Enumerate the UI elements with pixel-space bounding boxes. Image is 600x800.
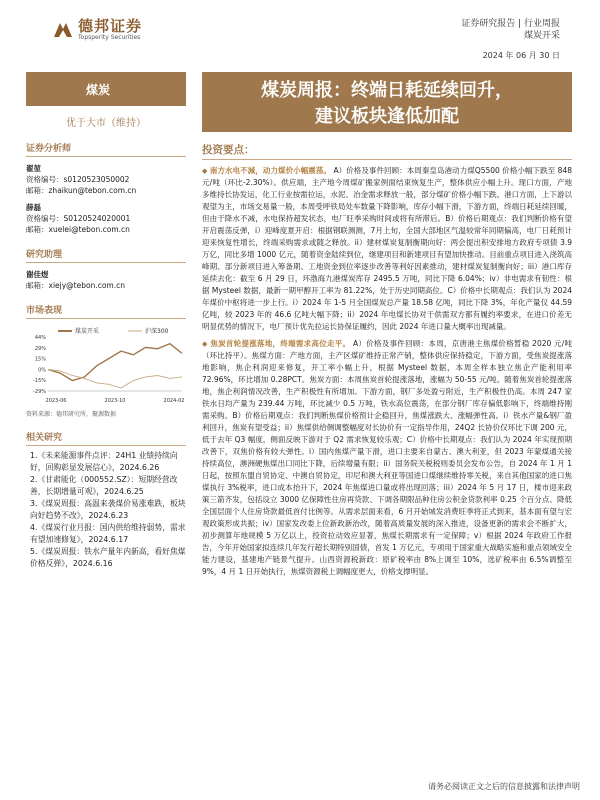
paragraph-2-body: A）价格及事件回顾：本周，京唐港主焦煤价格暂稳 2020 元/吨（环比持平）。焦煤方面：产地方面，主产区煤矿维持正常产销，整体供应保持稳定，下游方面，受焦炭提涨落地影响，焦企利润迎来修复，开工率小幅上升，根据 Mysteel 数据，本周全样本独立焦企产能利用率 72.96%，环比增加 0.28PCT。焦炭方面：本周焦炭首轮提涨落地，涨幅为 50-55 元/吨。随着焦炭首轮提涨落地，焦企利润情况改善，生产积极性有所增加。下游方面，钢厂多处盈亏附近，生产积极性仍高。本周 247 家铁水日均产量为 239.44 万吨，环比减少 0.5 万吨，铁水高位震荡，在部分钢厂库存偏低影响下，终端维持刚需采购。B）价格后期观点：我们判断焦煤价格预计企稳回升，焦煤涨跌大、涨幅弹性高。i）铁水产量&钢厂盈利回升，焦炭有望受益；ii）焦煤供给侧调整幅度对长协价有一定指导作用，24Q2 长协价仅环比下调 200 元，低于去年 Q3 幅度，侧面反映下游对于 Q2 需求恢复较乐观；C）价格中长期观点：我们认为 2024 年实现预期改善下，双焦价格有较大弹性。i）国内焦煤产量下滑，进口主要来自蒙古、澳大利亚，但 2023 年蒙煤通关接持续高位，澳洲硬焦煤出口同比下降，后续增量有限；ii）国务院关税税则委员会发布公告，自 2024 年 1 月 1 日起，按照东盟自贸协定、中澳自贸协定，印尼和澳大利亚等国进口煤继续维持零关税，来自其他国家的进口焦煤执行 3%税率，进口成本抬升下，2024 年焦煤进口量或将出现回落；iii）2024 年 5 月 17 日，楼市迎来政策三箭齐发，包括设立 3000 亿保障性住房再贷款、下调各期限品种住房公积金贷款利率 0.25 个百分点、降低全国层面个人住房贷款最低首付比例等。从需求层面来看，6 月开始城发消费旺季将正式到来，基本面有望与宏观政策形成共振；iv）国家发改委上位新政新治改，随着高质量发展的深入推进，设备更新的需求会不断扩大，初步测算年地规模 5 万亿以上，投资拉动效应显著，焦煤长期需求有一定保障；v）根据 2024 年政府工作报告，今年开始国家拟连续几年发行超长期特别国债，首发 1 万亿元，专项用于国家重大战略实施和重点领域安全能力建设，基建地产链景气提升。山西资源税新政：原矿税率由 8%上调至 10%，选矿税率由 6.5%调整至 9%，4 月 1 日开始执行，焦煤资源税上调幅度更大，价格支撑明显。 xyxy=(202,339,573,576)
paragraph-2 xyxy=(202,338,572,578)
paragraph-1 xyxy=(202,165,572,333)
assistant-email[interactable]: 邮箱：xiejy@tebon.com.cn xyxy=(26,281,125,290)
legend-label: 沪深300 xyxy=(145,328,169,335)
sidebar xyxy=(26,72,186,570)
footer-disclaimer: 请务必阅读正文之后的信息披露和法律声明 xyxy=(428,782,580,791)
related-list xyxy=(26,450,186,569)
analyst-name: 翟堃 xyxy=(26,164,41,173)
market-chart-svg xyxy=(26,325,186,405)
related-item[interactable]: 1.《未来能源事件点评：24H1 业绩持续向好，回购彰显发展信心》，2024.6.26 xyxy=(30,451,178,472)
logo-en: Topsperity Securities xyxy=(78,34,141,41)
analyst-name: 薛磊 xyxy=(26,203,41,212)
rating: 优于大市（维持） xyxy=(66,118,146,129)
chart-source: 资料来源：德邦研究所，聚源数据 xyxy=(26,411,117,418)
y-tick-label: 15% xyxy=(34,356,46,363)
paragraph-1-lead: 南方水电不減，动力煤价小幅震荡。 xyxy=(209,166,331,175)
report-date: 2024 年 06 月 30 日 xyxy=(482,51,560,60)
assistant xyxy=(26,269,186,291)
analysts-heading: 证券分析师 xyxy=(26,141,186,157)
analyst-2 xyxy=(26,202,186,235)
title-line-2: 建议板块逢低加配 xyxy=(315,106,459,127)
bullet-icon: ◆ xyxy=(202,340,208,348)
report-type: 证券研究报告 | 行业周报 xyxy=(461,19,560,29)
title-line-1: 煤炭周报：终端日耗延续回升， xyxy=(261,80,513,101)
page-header xyxy=(0,0,600,62)
report-meta xyxy=(461,18,560,42)
analyst-cert: 资格编号：S0120524020001 xyxy=(26,214,131,223)
x-tick-label: 2023-10 xyxy=(104,398,126,404)
related-heading: 相关研究 xyxy=(26,430,186,446)
legend-label: 煤炭开采 xyxy=(75,328,100,335)
market-heading: 市场表现 xyxy=(26,303,186,319)
y-tick-label: 44% xyxy=(34,335,46,341)
paragraph-1-body: A）价格及事件回顾：本周秦皇岛港动力煤Q5500 价格小幅下跌至 848 元/吨（环比-2.30%）。供应端，主产地今周煤矿搬家例面结束恢复生产，整体供应小幅上升。现口方面，产地多维持长协发运，化工行业按需拉运，水泥、冶金需求释放一般，部分煤矿价格小幅下跌。港口方面，上下游以观望为主，市场交易量一般，本周受呼铁局处车数量下降影响，库存小幅下滑，下游方面，终端日耗延续回暖，但由于降水不减，水电保持超发状态，电厂旺季采购时间或将有所滞后。B）价格后期观点：我们判断价格有望开启震荡反弹，i）迎峰度夏开启：根据钢联测测，7月上旬，全国大部地区气温较常年同期偏高，电厂日耗预计迎来恢复性增长，终端采购需求或随之释放。ii）建材煤炭复制衡期向好：两会提出积安排地方政府专项债 3.9 万亿，同比多增 1000 亿元，随着资金陆续到位，继建项目和新建项目有望加快推动。目前重点项目进入浇筑高峰期、部分新项目进入筹备期、工地资金到位率逐步改善等利好因素推动，建材煤炭复制衡向好；iii）港口库存延续去化：截至 6 月 29 日，环渤海九港煤炭库存 2495.5 万吨，同比下降 6.04%；iv）非电需求有韧性：根据 Mysteel 数据，最新一期甲醇开工率为 81.22%，处于历史同期高位。C）价格中长期观点：我们认为 2024 年煤价中枢将进一步上行。i）2024 年 1-5 月全国煤炭总产量 18.58 亿吨，同比下降 3%，年化产量仅 44.59 亿吨，较 2023 年的 46.6 亿吨大幅下降；ii）2024 年电煤长协对于供需双方都有履约率要求，在进口价差无明显优势的情况下，电厂预计优先拉运长协保证履约，因此 2024 年进口量大概率出现减量。 xyxy=(202,166,573,331)
y-tick-label: -29% xyxy=(33,389,46,395)
y-tick-label: -15% xyxy=(33,378,46,385)
market-chart xyxy=(26,325,186,418)
analyst-email[interactable]: 邮箱：xuelei@tebon.com.cn xyxy=(26,225,130,234)
y-tick-label: 0% xyxy=(38,367,46,374)
report-title xyxy=(202,72,572,132)
related-item[interactable]: 4.《煤炭行业月报：国内供给维持弱势，需求有望加速修复》，2024.6.17 xyxy=(30,523,186,544)
related-item[interactable]: 5.《煤炭周报：铁水产量年内新高，看好焦煤价格反弹》，2024.6.16 xyxy=(30,547,186,568)
paragraph-2-lead: 焦炭首轮提涨落地，终端需求高位走平。 xyxy=(210,339,351,348)
company-logo xyxy=(52,18,142,42)
related-item[interactable]: 3.《煤炭周报：高温来袭煤价易涨难跌，板块向好趋势不改》，2024.6.23 xyxy=(30,499,186,520)
points-heading: 投资要点： xyxy=(202,142,572,160)
bullet-icon: ◆ xyxy=(202,167,208,175)
assistant-name: 谢佳煜 xyxy=(26,270,49,279)
main-content xyxy=(202,72,572,578)
analyst-email[interactable]: 邮箱：zhaikun@tebon.com.cn xyxy=(26,186,137,195)
analyst-cert: 资格编号：s0120523050002 xyxy=(26,175,130,184)
logo-cn: 德邦证券 xyxy=(78,17,143,35)
logo-icon xyxy=(52,19,74,41)
related-item[interactable]: 2.《甘肃能化（000552.SZ）：短期经营改善，长期增量可观》，2024.6.25 xyxy=(30,475,178,496)
sector-banner: 煤炭 xyxy=(26,72,186,106)
y-tick-label: 29% xyxy=(34,345,46,352)
x-tick-label: 2023-06 xyxy=(45,398,67,404)
analyst-1 xyxy=(26,163,186,196)
x-tick-label: 2024-02 xyxy=(163,398,185,404)
series-line xyxy=(48,344,182,381)
assistant-heading: 研究助理 xyxy=(26,247,186,263)
report-sector: 煤炭开采 xyxy=(523,31,560,41)
